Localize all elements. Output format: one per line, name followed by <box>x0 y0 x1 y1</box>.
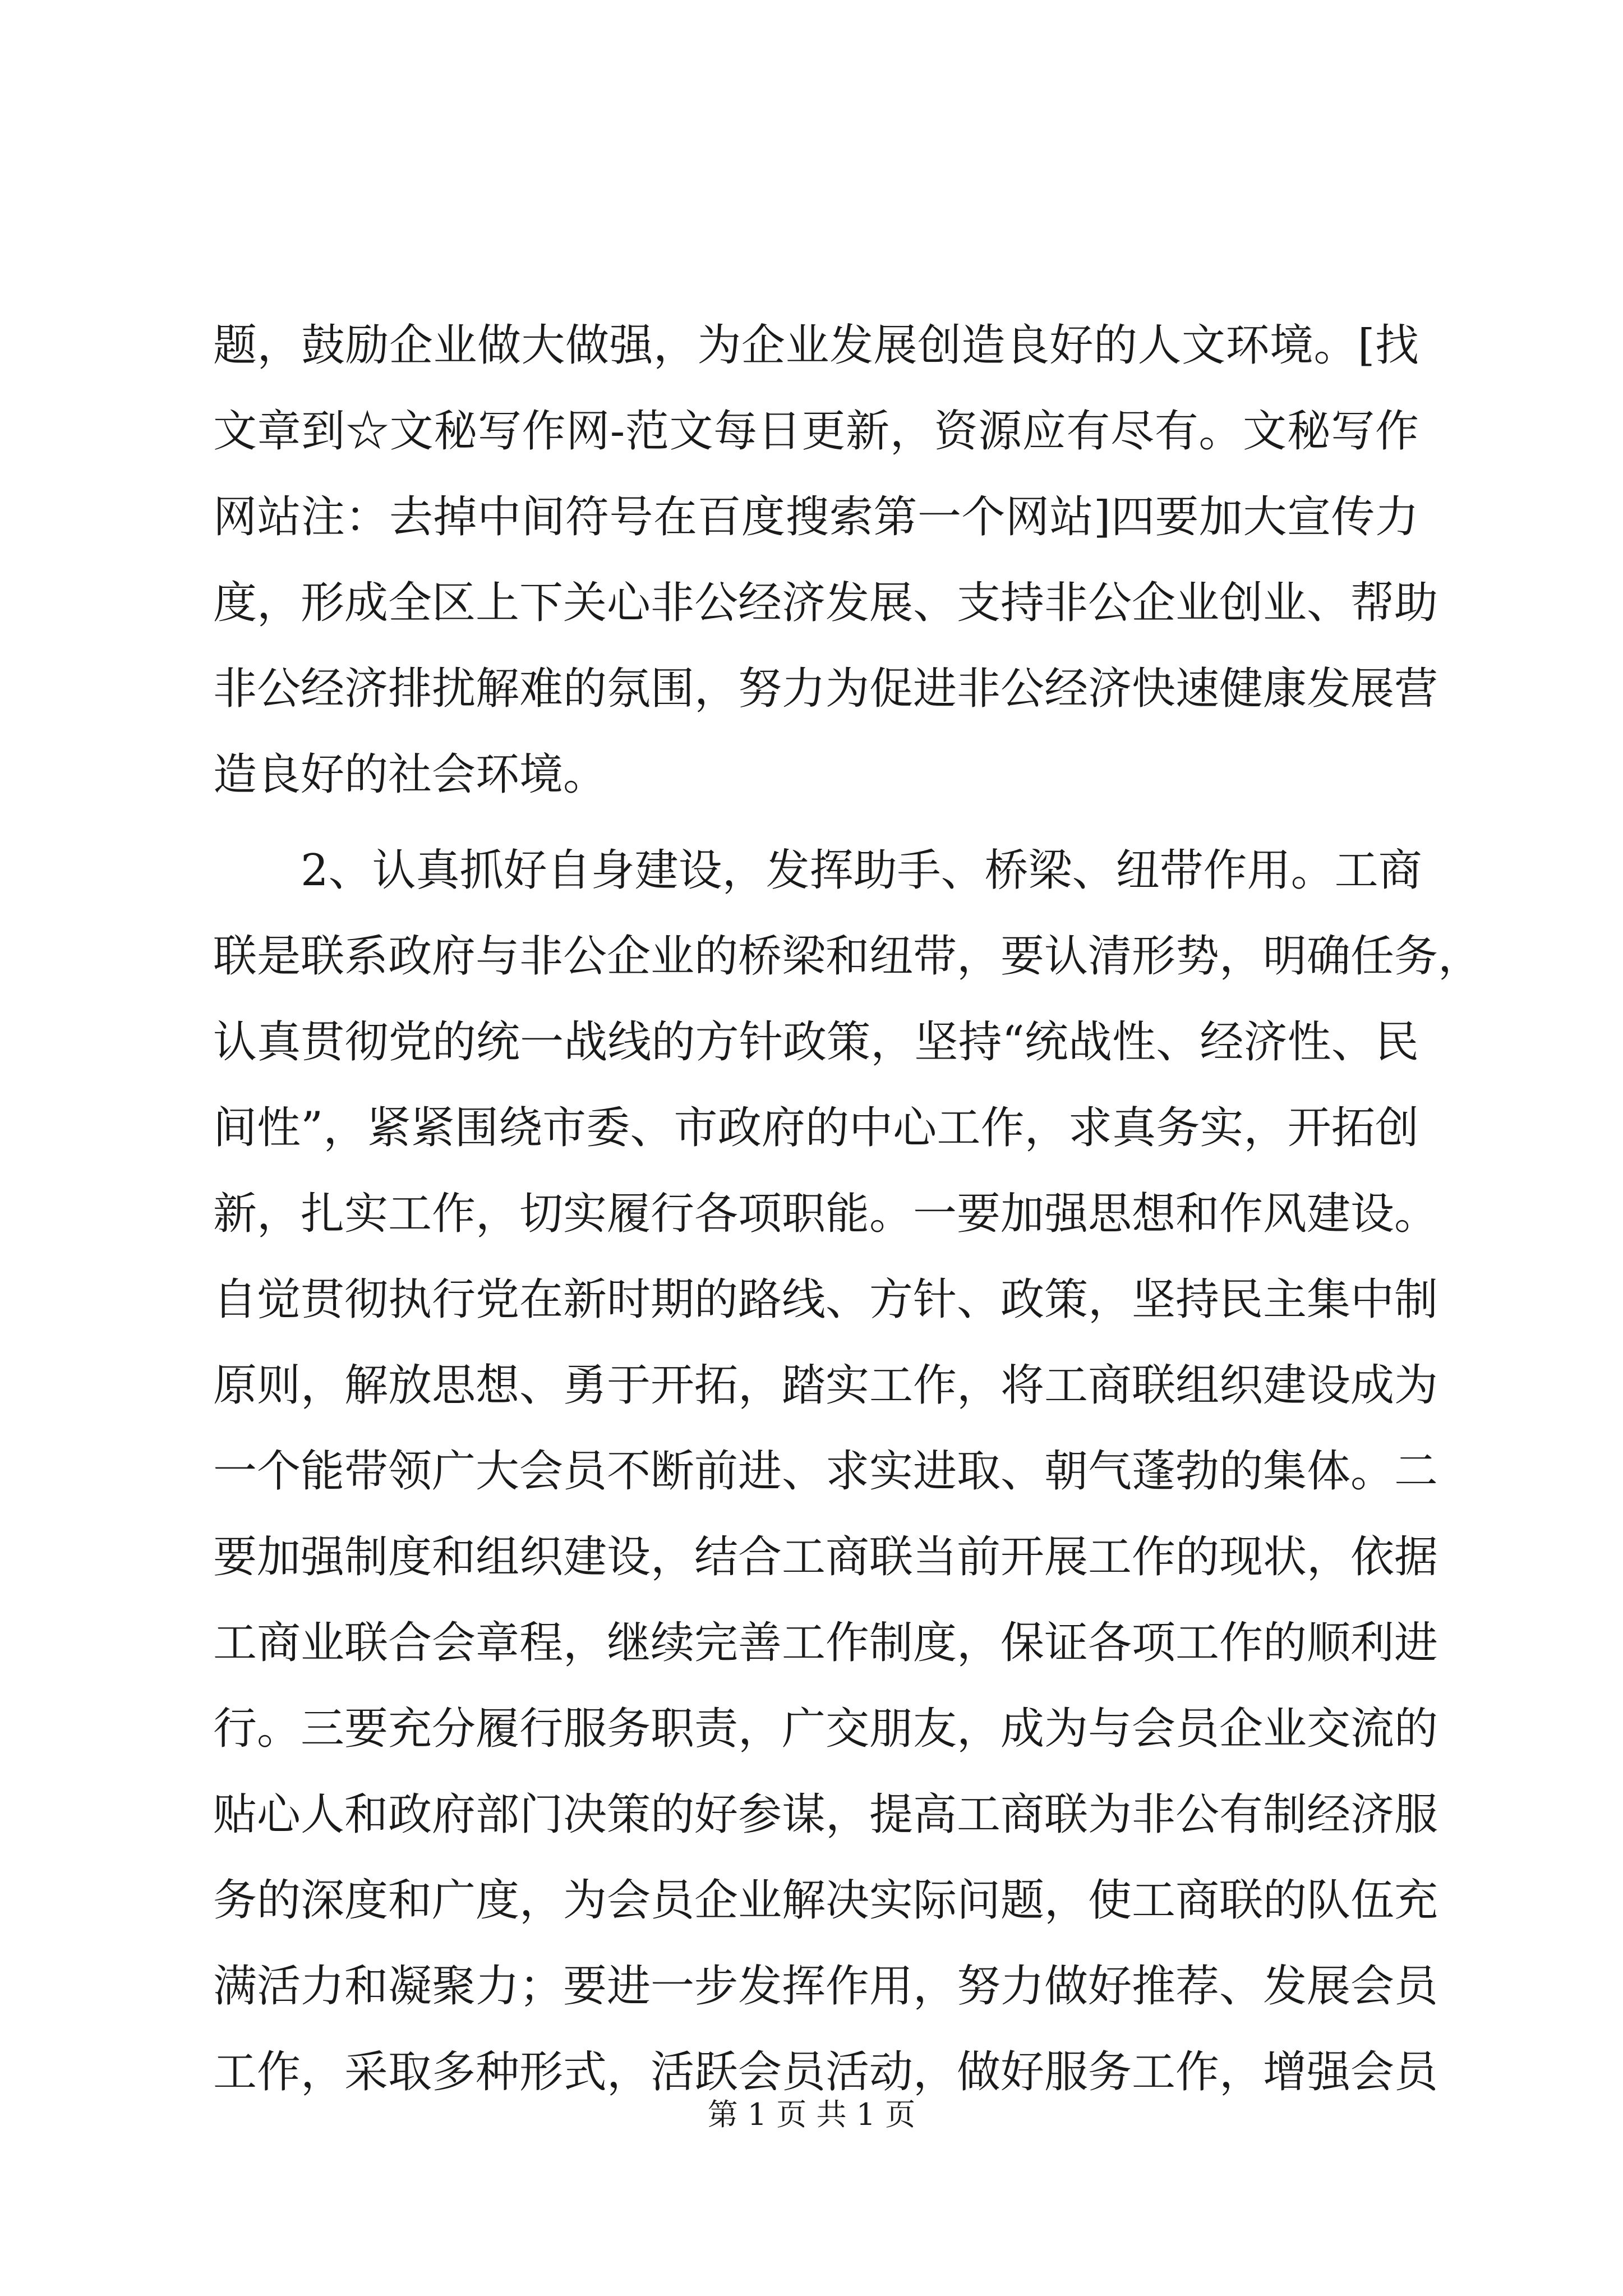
text-line: 非公经济排扰解难的氛围，努力为促进非公经济快速健康发展营 <box>213 664 1438 714</box>
text-line: 题，鼓励企业做大做强，为企业发展创造良好的人文环境。[找 <box>213 320 1419 371</box>
text-line: 工商业联合会章程，继续完善工作制度，保证各项工作的顺利进 <box>213 1618 1438 1668</box>
page-number-label: 第 1 页 共 1 页 <box>707 2097 916 2132</box>
page-footer <box>0 2095 1623 2134</box>
text-line: 度，形成全区上下关心非公经济发展、支持非公企业创业、帮助 <box>213 578 1438 628</box>
text-line: 自觉贯彻执行党在新时期的路线、方针、政策，坚持民主集中制 <box>213 1274 1438 1325</box>
text-line: 联是联系政府与非公企业的桥梁和纽带，要认清形势，明确任务， <box>213 931 1482 982</box>
text-line: 文章到☆文秘写作网-范文每日更新，资源应有尽有。文秘写作 <box>213 406 1419 457</box>
text-line: 满活力和凝聚力；要进一步发挥作用，努力做好推荐、发展会员 <box>213 1961 1438 2012</box>
text-line: 行。三要充分履行服务职责，广交朋友，成为与会员企业交流的 <box>213 1704 1438 1754</box>
paragraph-2 <box>213 828 1482 2115</box>
text-line: 要加强制度和组织建设，结合工商联当前开展工作的现状，依据 <box>213 1532 1438 1582</box>
text-line: 原则，解放思想、勇于开拓，踏实工作，将工商联组织建设成为 <box>213 1360 1438 1411</box>
text-line: 贴心人和政府部门决策的好参谋，提高工商联为非公有制经济服 <box>213 1789 1438 1840</box>
document-body <box>213 303 1482 2115</box>
text-line: 2、认真抓好自身建设，发挥助手、桥梁、纽带作用。工商 <box>301 845 1422 896</box>
paragraph-gap <box>213 818 1419 828</box>
text-line: 务的深度和广度，为会员企业解决实际问题，使工商联的队伍充 <box>213 1875 1438 1926</box>
text-line: 一个能带领广大会员不断前进、求实进取、朝气蓬勃的集体。二 <box>213 1446 1438 1497</box>
text-line: 网站注：去掉中间符号在百度搜索第一个网站]四要加大宣传力 <box>213 492 1419 542</box>
text-line: 间性”，紧紧围绕市委、市政府的中心工作，求真务实，开拓创 <box>213 1103 1419 1153</box>
text-line: 新，扎实工作，切实履行各项职能。一要加强思想和作风建设。 <box>213 1189 1438 1239</box>
text-line: 工作，采取多种形式，活跃会员活动，做好服务工作，增强会员 <box>213 2047 1438 2097</box>
text-line: 认真贯彻党的统一战线的方针政策，坚持“统战性、经济性、民 <box>213 1017 1419 1068</box>
paragraph-1 <box>213 303 1438 818</box>
text-line: 造良好的社会环境。 <box>213 749 607 800</box>
